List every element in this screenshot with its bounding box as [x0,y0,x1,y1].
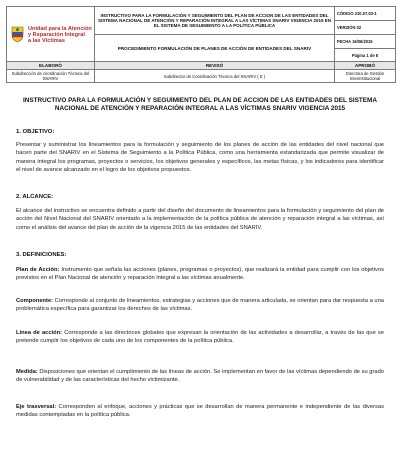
coat-of-arms-icon [11,26,24,43]
definition-medida [16,368,384,385]
definition-term: Medida: [16,369,38,375]
date-cell: FECHA 16/06/2015 [335,35,396,49]
definition-text: Instrumento que señala las acciones (planes, programas o proyectos), que realizará la entidad para cumplir con los objetivos previstos en el Plan Nacional de atención y reparación integral a las víctimas anualmente. [16,267,384,282]
scope-paragraph: El alcance del instructivo se encuentra definido a partir del diseño del documento de lineamientos para la formulación y seguimiento del plan de acción del Nivel Nacional del SNARIV orientado a la implementación de la política pública de atención y reparación integral a las víctimas, así como el análisis del avance del plan de acción de la vigencia 2015 de las entidades del SNARIV. [16,208,384,231]
section-objective-heading: 1. OBJETIVO: [16,129,55,135]
definition-text: Corresponde al conjunto de lineamientos, estrategias y acciones que de manera articulada, se orientan para dar respuesta a una problemática específica para garantizar los derechos de las víctimas. [16,298,384,313]
definition-term: Componente: [16,298,54,304]
elaborated-header: ELABORÓ [7,62,95,70]
objective-paragraph: Presentar y suministrar los lineamientos para la formulación y seguimiento de los planes de acción de las entidades del nivel nacional que hacen parte del SNARIV en el Sistema de Seguimiento a la Política Pública, como una herramienta estandarizada que permite visualizar de manera integral los programas, proyectos o servicios, los objetivos generales y específicos, las metas físicas, y los indicadores para identificar el nivel de avance alcanzado en el logro de los objetivos propuestos. [16,142,384,174]
section-definitions-heading: 3. DEFINICIONES: [16,252,67,258]
definition-text: Corresponden al enfoque, acciones y prácticas que se desarrollan de manera permanente e independiente de las diversas medidas contempladas en la política pública. [16,404,384,419]
document-header-table [6,6,396,63]
definition-term: Plan de Acción: [16,267,60,273]
code-cell: CÓDIGO 210.07.03-1 [335,7,396,21]
definition-linea-de-accion [16,329,384,346]
reviewed-header: REVISÓ [95,62,335,70]
definition-term: Eje trasversal: [16,404,57,410]
elaborated-value: Subdirección de coordinación Técnica del SNARIV [7,70,95,83]
header-document-title: INSTRUCTIVO PARA LA FORMULACIÓN Y SEGUIMIENTO DEL PLAN DE ACCION DE LAS ENTIDADES DEL SISTEMA NACIONAL DE ATENCIÓN Y REPARACIÓN INTEGRAL A LAS VÍCTIMAS SNARIV VIGENCIA 2015 EN EL SISTEMA DE SEGUIMIENTO A LA POLÍTICA PÚBLICA [98,12,331,29]
body-title: INSTRUCTIVO PARA LA FORMULACIÓN Y SEGUIMIENTO DEL PLAN DE ACCION DE LAS ENTIDADES DEL SISTEMA NACIONAL DE ATENCIÓN Y REPARACIÓN INTEGRAL A LAS VÍCTIMAS SNARIV VIGENCIA 2015 [23,97,377,113]
reviewed-value: Subdirector de Coordinación Técnica del SNARIV ( E ) [95,70,335,83]
logo-line-3: a las Víctimas [28,37,66,44]
approved-value: Directora de Gestión Interinstitucional [335,70,396,83]
definition-eje-trasversal [16,403,384,420]
logo-line-1: Unidad para la Atención [28,25,92,32]
version-cell: VERSIÓN 02 [335,21,396,35]
header-procedure-title: PROCEDIMIENTO FORMULACIÓN DE PLANES DE ACCIÓN DE ENTIDADES DEL SNARIV [117,45,312,51]
approved-header: APROBÓ [335,62,396,70]
logo-line-2: y Reparación Integral [28,31,85,38]
definition-term: Línea de acción: [16,330,63,336]
page-number-cell: Página 1 de 8 [335,49,396,63]
institution-logo [9,26,92,44]
procedure-cell [95,35,335,63]
approval-table [6,61,396,83]
definition-componente [16,297,384,314]
definition-text: Disposiciones que orientan el cumplimiento de las líneas de acción. Se implementan en favor de las víctimas dependiendo de su grado de vulnerabilidad y de las características del hecho victimizante. [16,369,384,384]
definition-plan-de-accion [16,266,384,283]
document-title-cell [95,7,335,35]
definition-text: Corresponde a las directrices globales que expresan la orientación de las actividades a desarrollar, a través de las que se pretende cumplir los objetivos de cada uno de los componentes de la política pública. [16,330,385,345]
section-scope-heading: 2. ALCANCE: [16,194,54,200]
logo-cell [7,7,95,63]
